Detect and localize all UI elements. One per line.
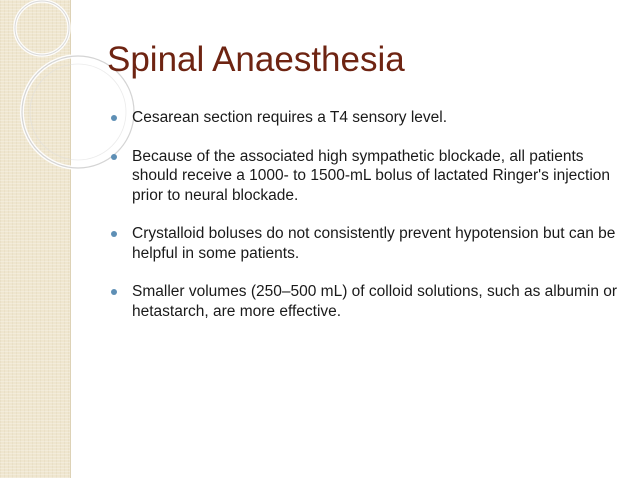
slide-title: Spinal Anaesthesia [107, 40, 405, 79]
bullet-marker-icon [111, 115, 117, 121]
bullet-text: Cesarean section requires a T4 sensory level. [132, 109, 448, 126]
bullet-item [109, 224, 619, 263]
bullet-text: Smaller volumes (250–500 mL) of colloid solutions, such as albumin or hetastarch, are more effective. [132, 283, 618, 320]
bullet-item [109, 147, 619, 206]
bullet-text: Crystalloid boluses do not consistently prevent hypotension but can be helpful in some patients. [132, 225, 616, 262]
bullet-text: Because of the associated high sympathetic blockade, all patients should receive a 1000- to 1500-mL bolus of lactated Ringer's injection prior to neural blockade. [132, 147, 611, 204]
bullet-marker-icon [111, 231, 117, 237]
bullet-item [109, 282, 619, 321]
bullet-item [109, 108, 619, 128]
bullet-marker-icon [111, 154, 117, 160]
bullet-list [109, 108, 619, 340]
bullet-marker-icon [111, 289, 117, 295]
